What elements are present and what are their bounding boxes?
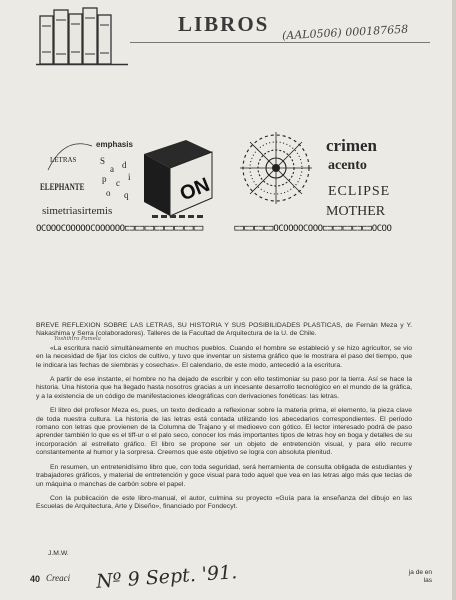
- handwritten-date: Nº 9 Sept. '91.: [95, 561, 238, 593]
- review-text: [36, 322, 412, 518]
- scattered-letters: [96, 154, 140, 202]
- review-paragraph: Con la publicación de este libro-manual, el autor, culmina su proyecto «Guía para la enseñanza del dibujo en las Escuelas de Arquitectura, Arte y Diseño», financiado por Fondecyt.: [36, 494, 412, 511]
- review-heading-paragraph: BREVE REFLEXION SOBRE LAS LETRAS, SU HISTORIA Y SUS POSIBILIDADES PLASTICAS, de Fernán Meza y Y. Nakashima y Serra (colaboradores). Talleres de la Facultad de Arquitectura de la U. de Chile.: [36, 322, 412, 338]
- section-title: LIBROS: [178, 12, 270, 36]
- svg-text:S: S: [100, 156, 106, 166]
- header-rule: [130, 42, 430, 43]
- svg-text:ON: ON: [176, 173, 213, 206]
- review-paragraph: En resumen, un entretenidísimo libro que, con toda seguridad, será herramienta de consulta obligada de estudiantes y trabajadores gráficos, y material de entretención y goce visual para todo aquel que vea en las letras algo más que teclas de un máquina o manchas de carbón sobre el papel.: [36, 463, 412, 488]
- books-icon: [36, 6, 128, 68]
- scan-edge: [452, 0, 456, 600]
- svg-text:q: q: [124, 190, 129, 200]
- page-edge-text: ja de en las: [408, 569, 432, 584]
- rule-marks: [152, 214, 212, 220]
- svg-text:LETRAS: LETRAS: [50, 156, 77, 164]
- arched-lettering-mark: [44, 132, 96, 176]
- typography-collage-left: [40, 130, 230, 230]
- eclipse-word: ECLIPSE: [328, 184, 391, 199]
- simetria-word: simetriasirtemis: [42, 205, 113, 217]
- acento-word: acento: [328, 158, 367, 173]
- mother-word: MOTHER: [326, 204, 386, 219]
- svg-text:d: d: [122, 160, 127, 170]
- page-number: 40: [30, 574, 41, 584]
- emphasis-word: emphasis: [96, 140, 133, 149]
- elephante-word: ELEPHANTE: [40, 182, 85, 192]
- crimen-word: crimen: [326, 136, 377, 155]
- svg-text:p: p: [102, 174, 107, 184]
- svg-text:c: c: [116, 178, 120, 188]
- svg-text:a: a: [110, 164, 114, 174]
- svg-text:o: o: [106, 188, 111, 198]
- handwritten-note: Yoshihiro Pamela: [54, 336, 101, 342]
- letterform-strip-right: ⊏⊐⊏⊐⊏⊐⊏⊐OCOOOOCOOO⊏⊐⊏⊐⊏⊐⊏⊐⊏⊐OCOO: [234, 224, 392, 234]
- isometric-letters-block: [138, 136, 218, 218]
- review-paragraph: «La escritura nació simultáneamente en muchos pueblos. Cuando el hombre se estableció y se hizo agricultor, se vio en la necesidad de fijar los ciclos de cultivo, y tuvo que inventar un sistema gráfico que le mostrara el paso del tiempo, que le indicara las fechas de siembras y cosechas». El calendario, de este modo, antecedió a la escritura.: [36, 344, 412, 369]
- review-paragraph: A partir de ese instante, el hombre no ha dejado de escribir y con ello testimoniar su paso por la tierra. Así se hace la historia. Una historia que ha llegado hasta nosotros gracias a un incesante desarrollo tecnológico en el mundo de la gráfica, y a la existencia de un código de manifestaciones ideográficas con derivaciones fonéticas: las letras.: [36, 376, 412, 400]
- svg-text:i: i: [128, 172, 131, 182]
- review-paragraph: El libro del profesor Meza es, pues, un texto dedicado a reflexionar sobre la materia prima, el elemento, la pieza clave de toda nuestra cultura. La historia de las letras está contada utilizando los abecedarios correspondientes. El período romano con letras que provienen de la Columna de Trajano y el medioevo con gótico. El lector interesado podrá de paso aprender también lo que es el tiff-ur o el palo seco, conocer los más importantes tipos de letras hoy en boga y detalles de su incorporación al estrellato gráfico. El libro se propone ser un objeto de entretención visual, y para ello recurre constantemente al humor y la sorpresa. Creemos que este objetivo se logra con absoluta plenitud.: [36, 407, 412, 457]
- signature: J.M.W.: [48, 550, 69, 557]
- typography-collage-right: [236, 130, 416, 230]
- radial-ornament: [240, 130, 312, 206]
- letterform-strip-left: OCOOOCOOOOOCOOOOOO⊏⊐⊏⊐⊏⊐⊏⊐⊏⊐⊏⊐⊏⊐⊏⊐: [36, 224, 204, 234]
- catalog-code: (AAL0506) 000187658: [281, 22, 409, 43]
- publisher-mark: Creaci: [46, 573, 71, 583]
